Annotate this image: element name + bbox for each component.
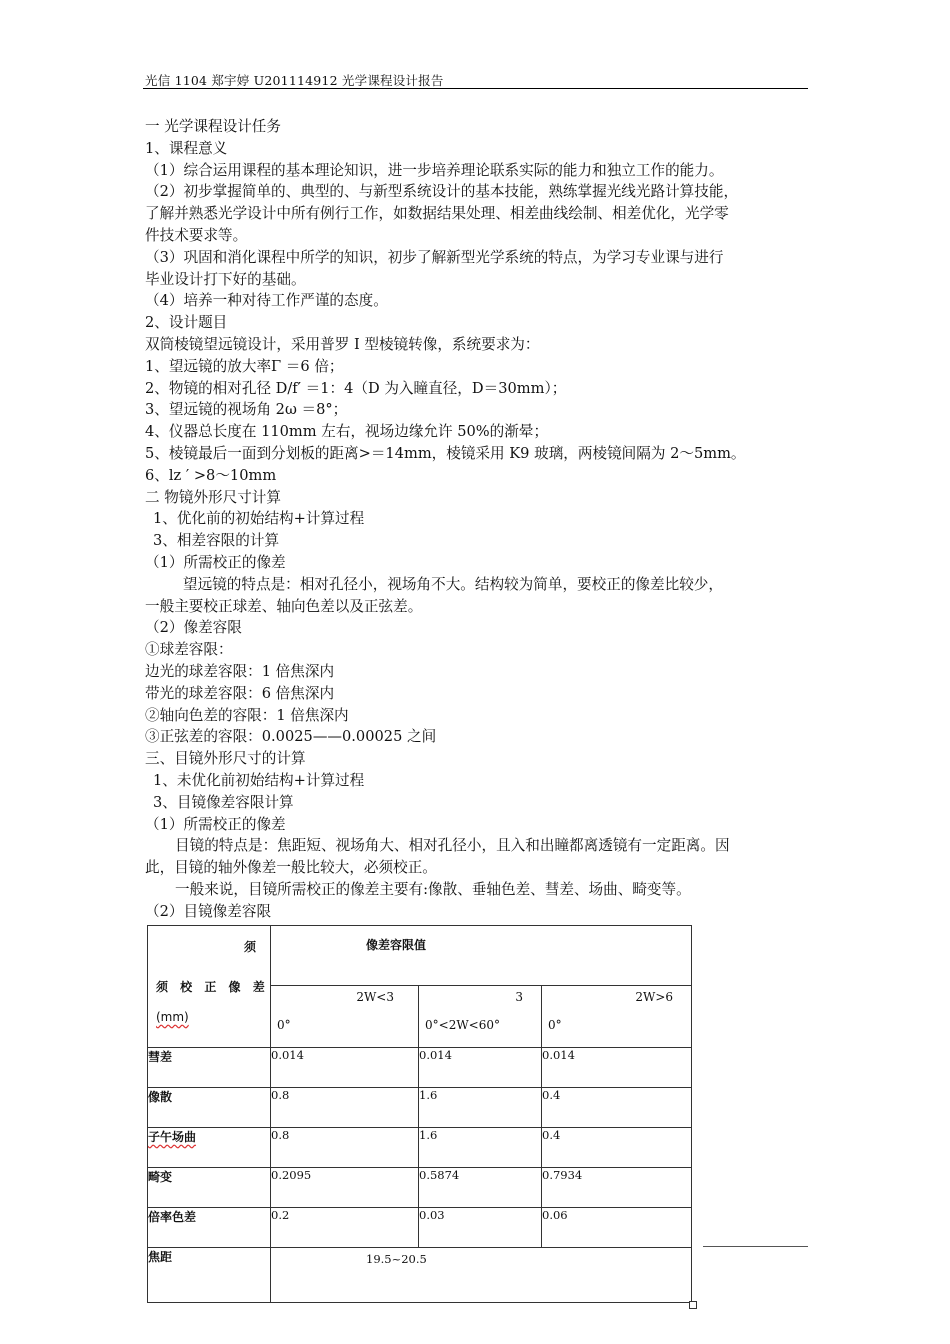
section-heading: 二 物镜外形尺寸计算 bbox=[145, 488, 281, 506]
group-header-cell bbox=[271, 926, 692, 986]
subsection-heading: 1、优化前的初始结构+计算过程 bbox=[153, 510, 365, 528]
paragraph: （3）巩固和消化课程中所学的知识，初步了解新型光学系统的特点，为学习专业课与进行 bbox=[145, 248, 724, 266]
paragraph: 双筒棱镜望远镜设计，采用普罗 I 型棱镜转像，系统要求为： bbox=[145, 335, 540, 353]
table-row bbox=[148, 1168, 692, 1208]
table-row bbox=[148, 1088, 692, 1128]
row-label: 子午场曲 bbox=[148, 1128, 271, 1168]
column-header-3-line2: 0° bbox=[548, 1018, 562, 1032]
table-cell: 0.5874 bbox=[419, 1168, 542, 1208]
paragraph: 带光的球差容限：6 倍焦深内 bbox=[145, 684, 335, 702]
paragraph: 一般来说，目镜所需校正的像差主要有:像散、垂轴色差、彗差、场曲、畸变等。 bbox=[175, 880, 691, 898]
paragraph: ②轴向色差的容限：1 倍焦深内 bbox=[145, 706, 349, 724]
table-cell: 1.6 bbox=[419, 1128, 542, 1168]
table-cell: 0.014 bbox=[419, 1048, 542, 1088]
column-header-3-line1: 2W>6 bbox=[635, 990, 674, 1004]
paragraph: 件技术要求等。 bbox=[145, 226, 248, 244]
table-corner-cell bbox=[148, 926, 271, 1048]
row-label: 像散 bbox=[148, 1088, 271, 1128]
column-header-2 bbox=[419, 986, 542, 1048]
table-row bbox=[148, 1208, 692, 1248]
paragraph: 边光的球差容限：1 倍焦深内 bbox=[145, 662, 335, 680]
corner-unit-text: (mm) bbox=[156, 1010, 189, 1024]
paragraph: 毕业设计打下好的基础。 bbox=[145, 270, 306, 288]
paragraph: 了解并熟悉光学设计中所有例行工作，如数据结果处理、相差曲线绘制、相差优化，光学零 bbox=[145, 205, 729, 223]
paragraph: 此，目镜的轴外像差一般比较大，必须校正。 bbox=[145, 859, 437, 877]
table-row bbox=[148, 1248, 692, 1303]
row-label: 倍率色差 bbox=[148, 1208, 271, 1248]
paragraph: （1）综合运用课程的基本理论知识，进一步培养理论联系实际的能力和独立工作的能力。 bbox=[145, 161, 724, 179]
table-cell: 0.014 bbox=[542, 1048, 692, 1088]
requirement-item: 4、仪器总长度在 110mm 左右，视场边缘允许 50%的渐晕； bbox=[145, 423, 549, 441]
paragraph: ①球差容限： bbox=[145, 641, 233, 659]
column-header-2-line2: 0°<2W<60° bbox=[425, 1018, 500, 1032]
paragraph: （2）初步掌握简单的、典型的、与新型系统设计的基本技能，熟练掌握光线光路计算技能， bbox=[145, 183, 739, 201]
paragraph: （1）所需校正的像差 bbox=[145, 553, 286, 571]
table-cell: 19.5~20.5 bbox=[271, 1248, 692, 1303]
requirement-item: 6、lz ′ >8～10mm bbox=[145, 466, 277, 484]
paragraph: 一般主要校正球差、轴向色差以及正弦差。 bbox=[145, 597, 423, 615]
table-cell: 0.8 bbox=[271, 1088, 419, 1128]
paragraph: 望远镜的特点是：相对孔径小，视场角不大。结构较为简单，要校正的像差比较少， bbox=[183, 575, 723, 593]
table-cell: 0.4 bbox=[542, 1128, 692, 1168]
row-label: 彗差 bbox=[148, 1048, 271, 1088]
requirement-item: 2、物镜的相对孔径 D/f′ ＝1：4（D 为入瞳直径，D＝30mm）； bbox=[145, 379, 567, 397]
requirement-item: 1、望远镜的放大率Γ ＝6 倍； bbox=[145, 357, 344, 375]
paragraph: （1）所需校正的像差 bbox=[145, 815, 286, 833]
column-header-1-line1: 2W<3 bbox=[356, 990, 394, 1004]
table-cell: 0.03 bbox=[419, 1208, 542, 1248]
table-cell: 0.7934 bbox=[542, 1168, 692, 1208]
paragraph: （2）目镜像差容限 bbox=[145, 902, 272, 920]
column-header-1-line2: 0° bbox=[277, 1018, 291, 1032]
table-cell: 0.4 bbox=[542, 1088, 692, 1128]
table-row bbox=[148, 1128, 692, 1168]
group-header-text: 像差容限值 bbox=[366, 938, 427, 952]
subsection-heading: 3、相差容限的计算 bbox=[153, 532, 280, 550]
subsection-heading: 2、设计题目 bbox=[145, 314, 228, 332]
aberration-tolerance-table bbox=[147, 925, 692, 1303]
paragraph: （2）像差容限 bbox=[145, 619, 242, 637]
section-heading: 三、目镜外形尺寸的计算 bbox=[145, 750, 306, 768]
column-header-3 bbox=[542, 986, 692, 1048]
requirement-item: 3、望远镜的视场角 2ω ＝8°； bbox=[145, 401, 348, 419]
table-cell: 0.06 bbox=[542, 1208, 692, 1248]
corner-mid-text: 须 校 正 像 差 bbox=[156, 980, 269, 994]
section-heading: 一 光学课程设计任务 bbox=[145, 118, 281, 135]
table-cell: 0.2 bbox=[271, 1208, 419, 1248]
table-cell: 1.6 bbox=[419, 1088, 542, 1128]
table-cell: 0.8 bbox=[271, 1128, 419, 1168]
row-label: 畸变 bbox=[148, 1168, 271, 1208]
row-label: 焦距 bbox=[148, 1248, 271, 1303]
document-body bbox=[145, 116, 810, 922]
table-resize-handle[interactable] bbox=[689, 1301, 697, 1309]
column-header-1 bbox=[271, 986, 419, 1048]
table-row bbox=[148, 1048, 692, 1088]
page-header: 光信 1104 郑宇婷 U201114912 光学课程设计报告 bbox=[145, 73, 444, 88]
page-bottom-rule bbox=[703, 1246, 808, 1247]
table-cell: 0.2095 bbox=[271, 1168, 419, 1208]
subsection-heading: 1、课程意义 bbox=[145, 139, 228, 157]
column-header-2-line1: 3 bbox=[515, 990, 523, 1004]
subsection-heading: 3、目镜像差容限计算 bbox=[153, 793, 294, 811]
paragraph: 目镜的特点是：焦距短、视场角大、相对孔径小，且入和出瞳都离透镜有一定距离。因 bbox=[175, 837, 730, 855]
corner-top-text: 须 bbox=[243, 940, 256, 954]
paragraph: ③正弦差的容限：0.0025——0.00025 之间 bbox=[145, 728, 437, 746]
table-cell: 0.014 bbox=[271, 1048, 419, 1088]
requirement-item: 5、棱镜最后一面到分划板的距离>＝14mm，棱镜采用 K9 玻璃，两棱镜间隔为 2～5mm。 bbox=[145, 444, 746, 462]
paragraph: （4）培养一种对待工作严谨的态度。 bbox=[145, 292, 388, 310]
subsection-heading: 1、未优化前初始结构+计算过程 bbox=[153, 771, 365, 789]
header-divider bbox=[143, 88, 808, 89]
